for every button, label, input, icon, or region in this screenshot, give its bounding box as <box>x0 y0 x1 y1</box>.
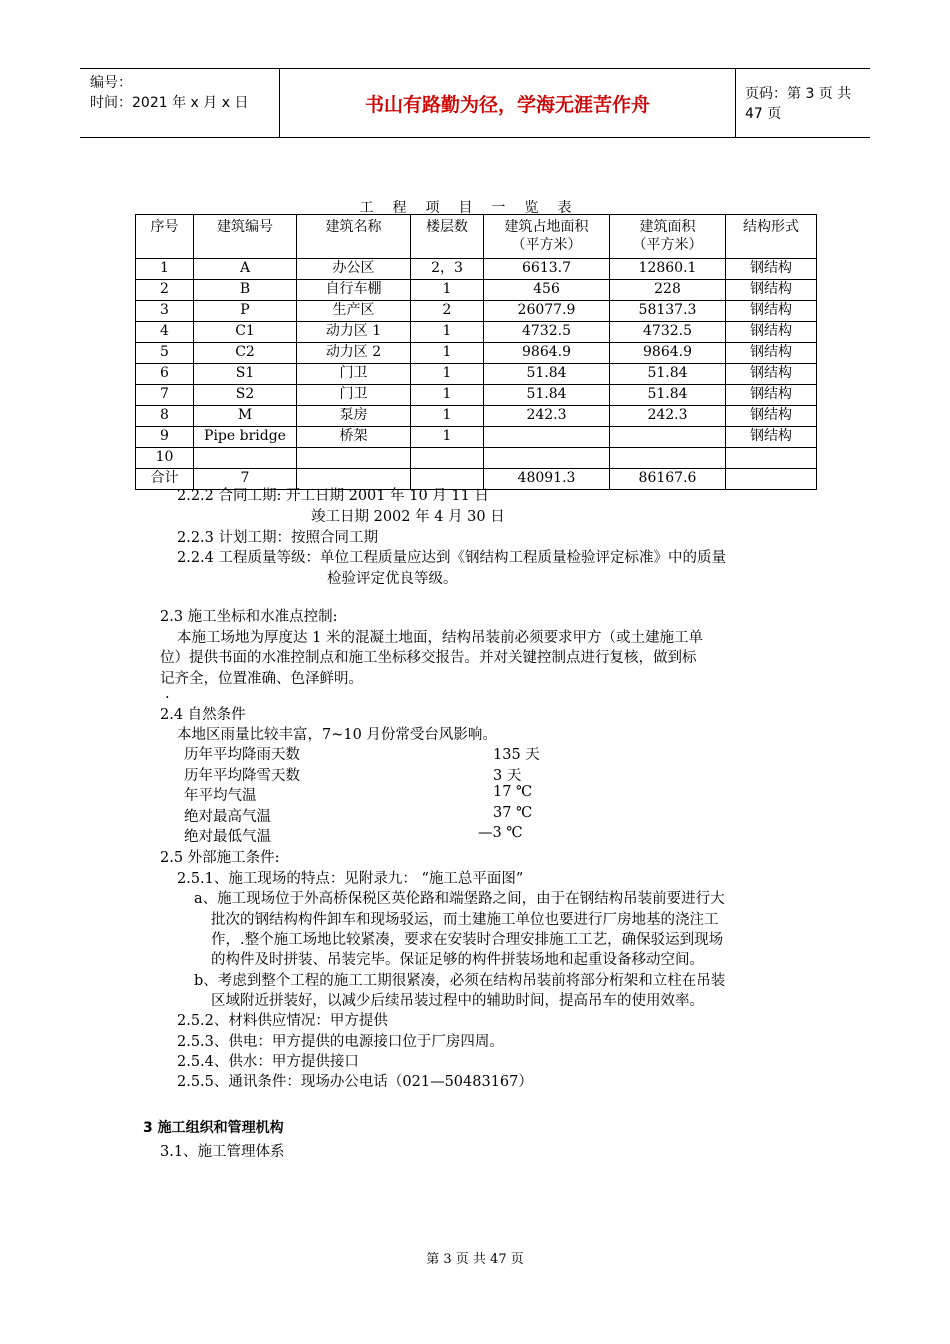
section-2-3-heading: 2.3 施工坐标和水准点控制: <box>160 609 338 625</box>
climate-value: 3 天 <box>493 767 522 784</box>
table-cell: 钢结构 <box>726 385 817 406</box>
section-2-3-para-1: 本施工场地为厚度达 1 米的混凝土地面，结构吊装前必须要求甲方（或土建施工单 <box>177 630 703 646</box>
table-cell: 钢结构 <box>726 259 817 280</box>
table-cell <box>484 427 610 448</box>
table-cell: 12860.1 <box>610 259 726 280</box>
table-cell: 钢结构 <box>726 301 817 322</box>
section-2-5-2: 2.5.2、材料供应情况：甲方提供 <box>177 1013 388 1029</box>
table-cell: 4 <box>136 322 194 343</box>
item-a-line-2: 批次的钢结构构件卸车和现场驳运，而土建施工单位也要进行厂房地基的浇注工 <box>211 912 719 928</box>
table-cell: 7 <box>194 469 297 490</box>
table-cell: 4732.5 <box>484 322 610 343</box>
table-cell <box>610 448 726 469</box>
table-cell: 51.84 <box>484 364 610 385</box>
table-cell: 1 <box>411 322 484 343</box>
table-cell: 228 <box>610 280 726 301</box>
table-cell: 242.3 <box>484 406 610 427</box>
table-cell: Pipe bridge <box>194 427 297 448</box>
section-2-4-heading: 2.4 自然条件 <box>160 707 246 723</box>
table-cell: A <box>194 259 297 280</box>
climate-label: 历年平均降雪天数 <box>184 767 300 784</box>
page-footer: 第 3 页 共 47 页 <box>426 1252 524 1267</box>
section-2-3-para-3: 记齐全，位置准确、色泽鲜明。 <box>160 671 363 687</box>
table-row <box>136 343 817 364</box>
header-motto: 书山有路勤为径，学海无涯苦作舟 <box>280 69 736 137</box>
climate-value: 37 ℃ <box>493 804 533 821</box>
table-cell: 51.84 <box>610 385 726 406</box>
table-cell <box>610 427 726 448</box>
number-label: 编号： <box>90 75 132 91</box>
section-2-3-para-2: 位）提供书面的水准控制点和施工坐标移交报告。并对关键控制点进行复核，做到标 <box>160 650 697 666</box>
table-cell: 26077.9 <box>484 301 610 322</box>
table-cell: 1 <box>411 364 484 385</box>
section-2-5-1: 2.5.1、施工现场的特点：见附录九： “施工总平面图” <box>177 871 524 887</box>
table-row <box>136 364 817 385</box>
quality-grade: 2.2.4 工程质量等级：单位工程质量应达到《钢结构工程质量检验评定标准》中的质量 <box>177 550 727 566</box>
table-cell: 3 <box>136 301 194 322</box>
table-row <box>136 280 817 301</box>
table-cell: 动力区 2 <box>297 343 411 364</box>
table-body <box>136 259 817 490</box>
table-cell: 钢结构 <box>726 427 817 448</box>
table-cell: 钢结构 <box>726 364 817 385</box>
table-cell: 钢结构 <box>726 322 817 343</box>
page-header <box>80 68 870 138</box>
table-cell: 9864.9 <box>484 343 610 364</box>
climate-value: 17 ℃ <box>493 784 533 800</box>
table-cell: 48091.3 <box>484 469 610 490</box>
table-cell: B <box>194 280 297 301</box>
table-cell: S2 <box>194 385 297 406</box>
table-cell <box>726 448 817 469</box>
item-a-line-3: 作，.整个施工场地比较紧凑，要求在安装时合理安排施工工艺，确保驳运到现场 <box>211 932 724 948</box>
item-a-line-1: a、施工现场位于外高桥保税区英伦路和端堡路之间，由于在钢结构吊装前要进行大 <box>194 891 725 907</box>
climate-value: 135 天 <box>493 747 540 763</box>
table-cell: 6613.7 <box>484 259 610 280</box>
table-cell: 合计 <box>136 469 194 490</box>
table-cell: 51.84 <box>610 364 726 385</box>
climate-label: 绝对最低气温 <box>184 829 271 845</box>
table-cell: S1 <box>194 364 297 385</box>
table-cell: 1 <box>136 259 194 280</box>
table-cell: 钢结构 <box>726 406 817 427</box>
section-2-4-intro: 本地区雨量比较丰富，7~10 月份常受台风影响。 <box>177 727 497 743</box>
table-cell: C2 <box>194 343 297 364</box>
table-cell: P <box>194 301 297 322</box>
table-cell: 1 <box>411 280 484 301</box>
table-cell: 2，3 <box>411 259 484 280</box>
table-header-cell: 楼层数 <box>411 215 484 259</box>
table-row <box>136 427 817 448</box>
table-cell: M <box>194 406 297 427</box>
table-header-cell: 序号 <box>136 215 194 259</box>
climate-label: 绝对最高气温 <box>184 808 271 825</box>
table-cell <box>194 448 297 469</box>
table-cell: 9 <box>136 427 194 448</box>
contract-period-start: 2.2.2 合同工期: 开工日期 2001 年 10 月 11 日 <box>177 488 489 504</box>
table-cell: 自行车棚 <box>297 280 411 301</box>
climate-label: 年平均气温 <box>184 788 257 804</box>
table-cell: 钢结构 <box>726 280 817 301</box>
table-title: 工程项目一览表 <box>359 200 591 216</box>
header-page-info: 页码：第 3 页 共 47 页 <box>745 86 852 122</box>
table-cell: 242.3 <box>610 406 726 427</box>
climate-label: 历年平均降雨天数 <box>184 747 300 763</box>
table-cell: 1 <box>411 427 484 448</box>
table-header-cell: 建筑编号 <box>194 215 297 259</box>
table-cell: 58137.3 <box>610 301 726 322</box>
table-cell: 6 <box>136 364 194 385</box>
table-cell: 7 <box>136 385 194 406</box>
item-a-line-4: 的构件及时拼装、吊装完毕。保证足够的构件拼装场地和起重设备移动空间。 <box>211 952 704 968</box>
table-cell: 8 <box>136 406 194 427</box>
project-table <box>135 214 817 490</box>
date-label: 时间：2021 年 x 月 x 日 <box>90 95 249 111</box>
table-cell: 桥架 <box>297 427 411 448</box>
item-b-line-2: 区域附近拼装好，以减少后续吊装过程中的辅助时间，提高吊车的使用效率。 <box>211 993 704 1009</box>
table-cell <box>297 448 411 469</box>
table-cell: 泵房 <box>297 406 411 427</box>
table-row <box>136 259 817 280</box>
table-cell: 2 <box>136 280 194 301</box>
table-cell: 办公区 <box>297 259 411 280</box>
section-2-5-4: 2.5.4、供水：甲方提供接口 <box>177 1054 359 1070</box>
table-cell: 动力区 1 <box>297 322 411 343</box>
section-2-5-3: 2.5.3、供电：甲方提供的电源接口位于厂房四周。 <box>177 1034 504 1050</box>
header-meta <box>80 69 280 137</box>
item-b-line-1: b、考虑到整个工程的施工工期很紧凑，必须在结构吊装前将部分桁架和立柱在吊装 <box>194 973 726 989</box>
table-header-cell: 结构形式 <box>726 215 817 259</box>
table-row <box>136 301 817 322</box>
table-row <box>136 406 817 427</box>
table-header-cell: 建筑面积 （平方米） <box>610 215 726 259</box>
planned-period: 2.2.3 计划工期：按照合同工期 <box>177 530 379 546</box>
climate-value: —3 ℃ <box>478 825 523 841</box>
table-row <box>136 385 817 406</box>
table-header-row <box>136 215 817 259</box>
section-3-1: 3.1、施工管理体系 <box>160 1144 285 1160</box>
table-cell: 51.84 <box>484 385 610 406</box>
table-cell <box>726 469 817 490</box>
table-cell: 2 <box>411 301 484 322</box>
table-cell: 1 <box>411 385 484 406</box>
section-2-5-5: 2.5.5、通讯条件：现场办公电话（021—50483167） <box>177 1074 533 1090</box>
table-row <box>136 322 817 343</box>
table-cell: 1 <box>411 406 484 427</box>
table-cell: 86167.6 <box>610 469 726 490</box>
contract-period-end: 竣工日期 2002 年 4 月 30 日 <box>311 509 505 525</box>
section-2-5-heading: 2.5 外部施工条件: <box>160 850 280 866</box>
table-cell: 5 <box>136 343 194 364</box>
table-cell: 10 <box>136 448 194 469</box>
section-3-heading: 3 施工组织和管理机构 <box>143 1120 284 1136</box>
table-cell: 门卫 <box>297 364 411 385</box>
table-header-cell: 建筑名称 <box>297 215 411 259</box>
table-row <box>136 448 817 469</box>
table-cell: 4732.5 <box>610 322 726 343</box>
table-cell <box>411 448 484 469</box>
table-cell: 9864.9 <box>610 343 726 364</box>
table-cell: 钢结构 <box>726 343 817 364</box>
table-cell: 1 <box>411 343 484 364</box>
table-cell: 456 <box>484 280 610 301</box>
stray-dot: . <box>165 686 170 702</box>
table-header-cell: 建筑占地面积 （平方米） <box>484 215 610 259</box>
table-cell: C1 <box>194 322 297 343</box>
quality-grade-cont: 检验评定优良等级。 <box>327 571 458 587</box>
table-cell: 生产区 <box>297 301 411 322</box>
table-cell <box>484 448 610 469</box>
table-cell: 门卫 <box>297 385 411 406</box>
